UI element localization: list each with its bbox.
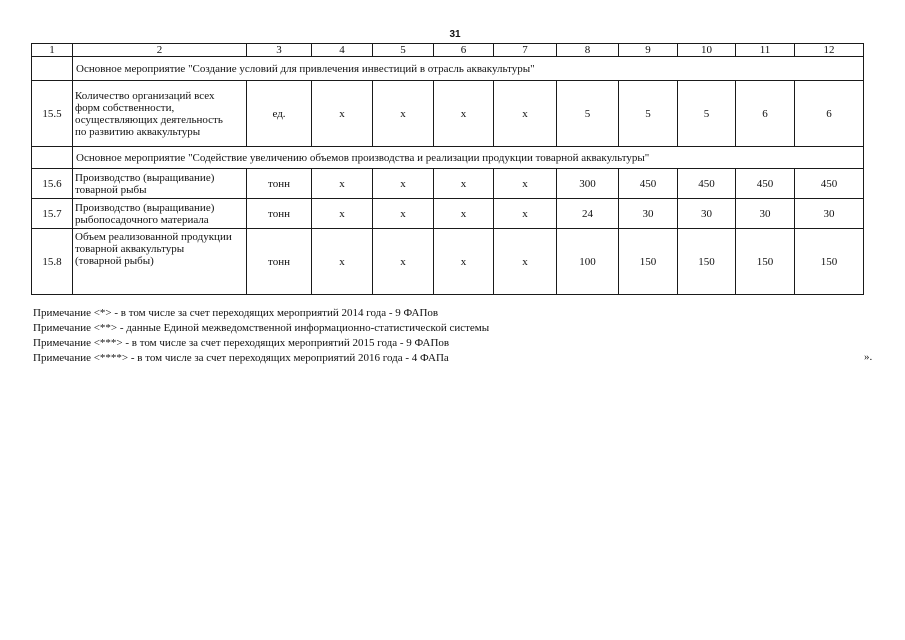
value-cell: 30 <box>619 199 678 229</box>
table-header-row <box>32 44 864 57</box>
unit-cell: тонн <box>247 169 312 199</box>
value-cell: x <box>373 199 434 229</box>
value-cell: x <box>373 229 434 295</box>
column-header: 12 <box>795 44 864 57</box>
table-row <box>32 81 864 147</box>
value-cell: x <box>434 229 494 295</box>
value-cell: x <box>312 199 373 229</box>
value-cell: 300 <box>557 169 619 199</box>
indicators-table <box>31 43 864 295</box>
unit-cell: тонн <box>247 229 312 295</box>
note-line: Примечание <**> - данные Единой межведомственной информационно-статистической системы <box>33 322 490 334</box>
value-cell: 150 <box>678 229 736 295</box>
value-cell: x <box>494 229 557 295</box>
note-line: Примечание <****> - в том числе за счет переходящих мероприятий 2016 года - 4 ФАПа <box>33 352 449 364</box>
value-cell: 6 <box>736 81 795 147</box>
value-cell: x <box>494 199 557 229</box>
row-number: 15.8 <box>32 229 73 295</box>
value-cell: 5 <box>678 81 736 147</box>
value-cell: 150 <box>795 229 864 295</box>
section-row <box>32 147 864 169</box>
column-header: 9 <box>619 44 678 57</box>
indicator-name: Количество организаций всех форм собственности, осуществляющих деятельность по развитию аквакультуры <box>73 81 247 147</box>
row-number: 15.5 <box>32 81 73 147</box>
value-cell: x <box>434 81 494 147</box>
value-cell: x <box>312 169 373 199</box>
column-header: 7 <box>494 44 557 57</box>
table-row <box>32 169 864 199</box>
value-cell: 450 <box>736 169 795 199</box>
column-header: 8 <box>557 44 619 57</box>
column-header: 4 <box>312 44 373 57</box>
row-number: 15.7 <box>32 199 73 229</box>
value-cell: x <box>312 81 373 147</box>
value-cell: 100 <box>557 229 619 295</box>
column-header: 2 <box>73 44 247 57</box>
value-cell: 5 <box>619 81 678 147</box>
column-header: 5 <box>373 44 434 57</box>
unit-cell: тонн <box>247 199 312 229</box>
notes-block <box>33 306 489 366</box>
column-header: 3 <box>247 44 312 57</box>
column-header: 6 <box>434 44 494 57</box>
value-cell: 150 <box>619 229 678 295</box>
value-cell: 450 <box>678 169 736 199</box>
value-cell: x <box>494 81 557 147</box>
column-header: 10 <box>678 44 736 57</box>
value-cell: x <box>434 169 494 199</box>
column-header: 1 <box>32 44 73 57</box>
column-header: 11 <box>736 44 795 57</box>
value-cell: 5 <box>557 81 619 147</box>
value-cell: 6 <box>795 81 864 147</box>
value-cell: x <box>312 229 373 295</box>
note-line: Примечание <***> - в том числе за счет переходящих мероприятий 2015 года - 9 ФАПов <box>33 337 450 349</box>
value-cell: x <box>373 81 434 147</box>
indicator-name: Производство (выращивание) рыбопосадочного материала <box>73 199 247 229</box>
value-cell: 30 <box>736 199 795 229</box>
value-cell: 30 <box>795 199 864 229</box>
unit-cell: ед. <box>247 81 312 147</box>
closing-quote-mark: ». <box>864 351 873 363</box>
value-cell: 450 <box>795 169 864 199</box>
section-title: Основное мероприятие "Создание условий для привлечения инвестиций в отрасль аквакультуры" <box>73 57 864 81</box>
value-cell: x <box>494 169 557 199</box>
indicator-name: Объем реализованной продукции товарной аквакультуры (товарной рыбы) <box>73 229 247 295</box>
row-number: 15.6 <box>32 169 73 199</box>
section-row <box>32 57 864 81</box>
value-cell: x <box>434 199 494 229</box>
value-cell: x <box>373 169 434 199</box>
table-row <box>32 199 864 229</box>
table-row <box>32 229 864 295</box>
value-cell: 150 <box>736 229 795 295</box>
value-cell: 24 <box>557 199 619 229</box>
page-number: 31 <box>449 29 461 40</box>
value-cell: 450 <box>619 169 678 199</box>
section-title: Основное мероприятие "Содействие увеличению объемов производства и реализации продукции товарной аквакультуры" <box>73 147 864 169</box>
value-cell: 30 <box>678 199 736 229</box>
indicator-name: Производство (выращивание) товарной рыбы <box>73 169 247 199</box>
note-line: Примечание <*> - в том числе за счет переходящих мероприятий 2014 года - 9 ФАПов <box>33 307 439 319</box>
